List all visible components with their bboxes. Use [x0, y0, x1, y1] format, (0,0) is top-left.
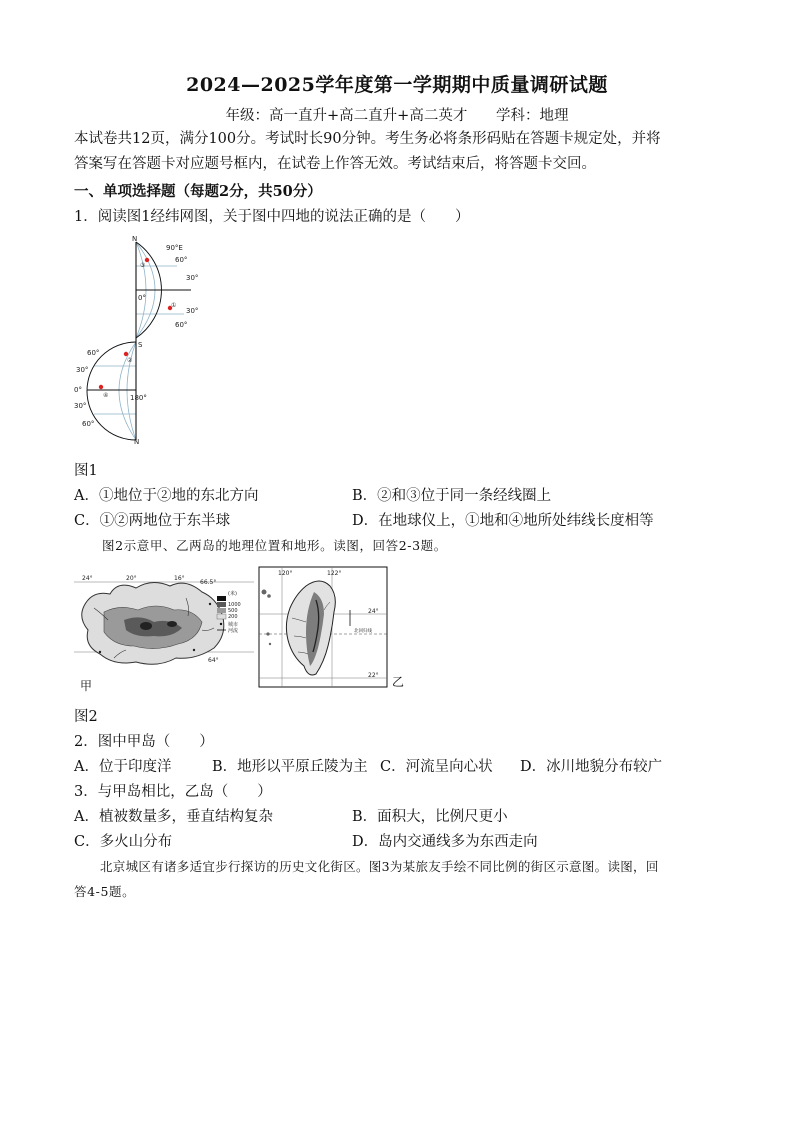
label-0a: 0° [138, 294, 146, 302]
label-60a: 60° [175, 256, 188, 264]
figure-3-intro-line-1: 北京城区有诸多适宜步行探访的历史文化街区。图3为某旅友手绘不同比例的街区示意图。读图，回 [100, 859, 659, 874]
label-n-bottom: N [134, 438, 140, 444]
figure-2-caption: 图2 [74, 709, 98, 725]
label-yi: 乙 [392, 675, 404, 689]
legend-unit: (米) [228, 591, 237, 597]
label-30d: 30° [74, 402, 87, 410]
label-30b: 30° [186, 307, 199, 315]
exam-title: 2024—2025学年度第一学期期中质量调研试题 [186, 74, 608, 96]
label-lat-64: 64° [208, 657, 219, 664]
point-4-marker [99, 385, 103, 389]
label-60d: 60° [82, 420, 95, 428]
figure-1-graticule [74, 234, 224, 444]
label-n-top: N [132, 235, 138, 243]
label-lat-24: 24° [368, 608, 379, 615]
label-tropic: 北回归线 [354, 629, 372, 634]
q1-option-c[interactable]: C．①②两地位于东半球 [74, 513, 231, 529]
q3-stem: 3．与甲岛相比，乙岛（ ） [74, 784, 272, 800]
label-lon-20: 20° [126, 575, 137, 582]
label-lat-22: 22° [368, 672, 379, 679]
label-lon-16: 16° [174, 575, 185, 582]
label-jia: 甲 [80, 679, 93, 692]
q1-stem: 1．阅读图1经纬网图，关于图中四地的说法正确的是（ ） [74, 209, 470, 225]
legend-river: 河流 [228, 628, 239, 634]
q3-option-d[interactable]: D．岛内交通线多为东西走向 [352, 834, 538, 850]
figure-2-map-jia [74, 568, 254, 692]
legend-1000: 1000 [228, 602, 241, 608]
label-60c: 60° [87, 349, 100, 357]
figure-1-caption: 图1 [74, 463, 98, 479]
exam-subtitle [0, 104, 794, 125]
legend-city: 城市 [228, 622, 239, 628]
instructions-line-1: 本试卷共12页，满分100分。考试时长90分钟。考生务必将条形码贴在答题卡规定处，并将 [74, 131, 661, 147]
label-lat-66-5: 66.5° [200, 579, 217, 586]
label-point-2: ② [127, 357, 133, 364]
legend-200: 200 [228, 614, 238, 620]
label-point-1: ① [171, 302, 177, 309]
label-60b: 60° [175, 321, 188, 329]
label-point-4: ④ [103, 392, 109, 399]
subject-label: 学科：地理 [495, 108, 569, 124]
label-0c: 0° [74, 386, 82, 394]
q2-option-d[interactable]: D．冰川地貌分布较广 [520, 759, 663, 775]
figure-2-intro: 图2示意甲、乙两岛的地理位置和地形。读图，回答2-3题。 [102, 538, 447, 553]
q1-option-a[interactable]: A．①地位于②地的东北方向 [74, 488, 259, 504]
q2-stem: 2．图中甲岛（ ） [74, 734, 214, 750]
q2-option-b[interactable]: B．地形以平原丘陵为主 [212, 759, 368, 775]
label-s: S [138, 341, 143, 349]
point-2-marker [124, 352, 128, 356]
q2-option-a[interactable]: A．位于印度洋 [74, 759, 172, 775]
label-lon-120: 120° [278, 570, 293, 577]
point-3-marker [145, 258, 149, 262]
q3-option-b[interactable]: B．面积大，比例尺更小 [352, 809, 508, 825]
label-30c: 30° [76, 366, 89, 374]
q3-option-c[interactable]: C．多火山分布 [74, 834, 173, 850]
figure-2-map-yi [258, 566, 404, 690]
label-30a: 30° [186, 274, 199, 282]
label-point-3: ③ [140, 262, 146, 269]
label-lon-24: 24° [82, 575, 93, 582]
figure-3-intro-line-2: 答4-5题。 [74, 884, 136, 899]
label-180: 180° [130, 394, 147, 402]
grade-label: 年级：高一直升+高二直升+高二英才 [225, 108, 468, 124]
q3-option-a[interactable]: A．植被数量多，垂直结构复杂 [74, 809, 273, 825]
label-90e: 90°E [166, 244, 183, 252]
q1-option-d[interactable]: D．在地球仪上，①地和④地所处纬线长度相等 [352, 513, 654, 529]
label-lon-122: 122° [327, 570, 342, 577]
q1-option-b[interactable]: B．②和③位于同一条经线圈上 [352, 488, 552, 504]
instructions-line-2: 答案写在答题卡对应题号框内，在试卷上作答无效。考试结束后，将答题卡交回。 [74, 156, 596, 172]
legend-500: 500 [228, 608, 238, 614]
q2-option-c[interactable]: C．河流呈向心状 [380, 759, 493, 775]
section-heading: 一、单项选择题（每题2分，共50分） [74, 183, 322, 200]
